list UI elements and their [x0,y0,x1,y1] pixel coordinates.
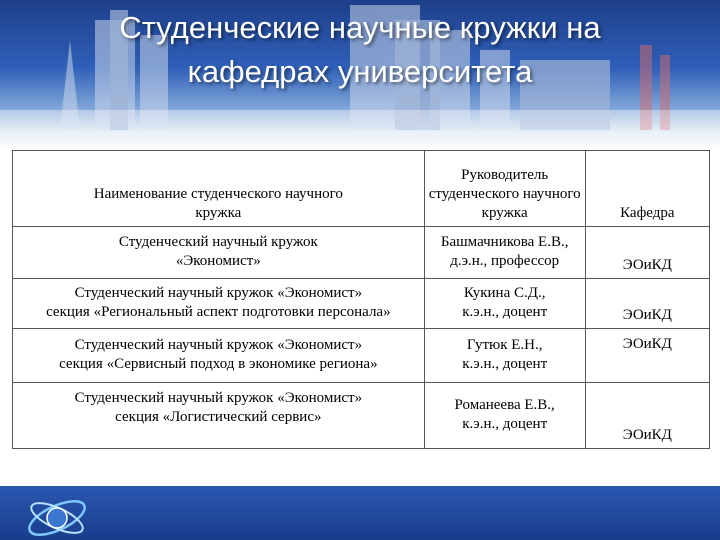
cell-leader [424,329,585,383]
circles-table-container [12,150,710,449]
slide-footer [0,486,720,540]
header-department: Кафедра [585,151,709,227]
circle-name-line1: Студенческий научный кружок [118,234,318,250]
cell-department: ЭОиКД [585,227,709,279]
leader-name: Башмачникова Е.В., [440,234,569,250]
circle-name-line2: «Экономист» [175,253,261,269]
table-row [13,279,710,329]
table-header-row [13,151,710,227]
table-row [13,329,710,383]
cell-circle-name [13,279,425,329]
cell-circle-name [13,383,425,449]
circle-name-line1: Студенческий научный кружок «Экономист» [74,390,363,406]
circle-name-line1: Студенческий научный кружок «Экономист» [74,285,363,301]
leader-degree: к.э.н., доцент [462,304,548,320]
header-leader: Руководитель студенческого научного кружка [424,151,585,227]
cell-leader [424,279,585,329]
table-row [13,383,710,449]
slide-header [0,0,720,150]
cell-circle-name [13,329,425,383]
circle-name-line2: секция «Сервисный подход в экономике региона» [59,356,378,372]
cell-leader [424,383,585,449]
leader-name: Гутюк Е.Н., [466,337,543,353]
cell-department: ЭОиКД [585,383,709,449]
leader-degree: д.э.н., профессор [450,253,560,269]
cell-leader [424,227,585,279]
leader-degree: к.э.н., доцент [462,356,548,372]
cell-circle-name [13,227,425,279]
slide-title-line1: Студенческие научные кружки на [119,10,601,45]
slide-title-line2: кафедрах университета [187,54,533,89]
circle-name-line2: секция «Логистический сервис» [115,409,322,425]
leader-name: Романеева Е.В., [454,397,555,413]
cell-department: ЭОиКД [585,279,709,329]
university-logo-icon [22,488,92,540]
cell-department: ЭОиКД [585,329,709,383]
circles-table [12,150,710,449]
circle-name-line2: секция «Региональный аспект подготовки персонала» [46,304,391,320]
circle-name-line1: Студенческий научный кружок «Экономист» [74,337,363,353]
slide-title [0,6,720,94]
leader-name: Кукина С.Д., [463,285,546,301]
table-row [13,227,710,279]
header-circle-name: Наименование студенческого научного кружка [13,151,425,227]
leader-degree: к.э.н., доцент [462,416,548,432]
